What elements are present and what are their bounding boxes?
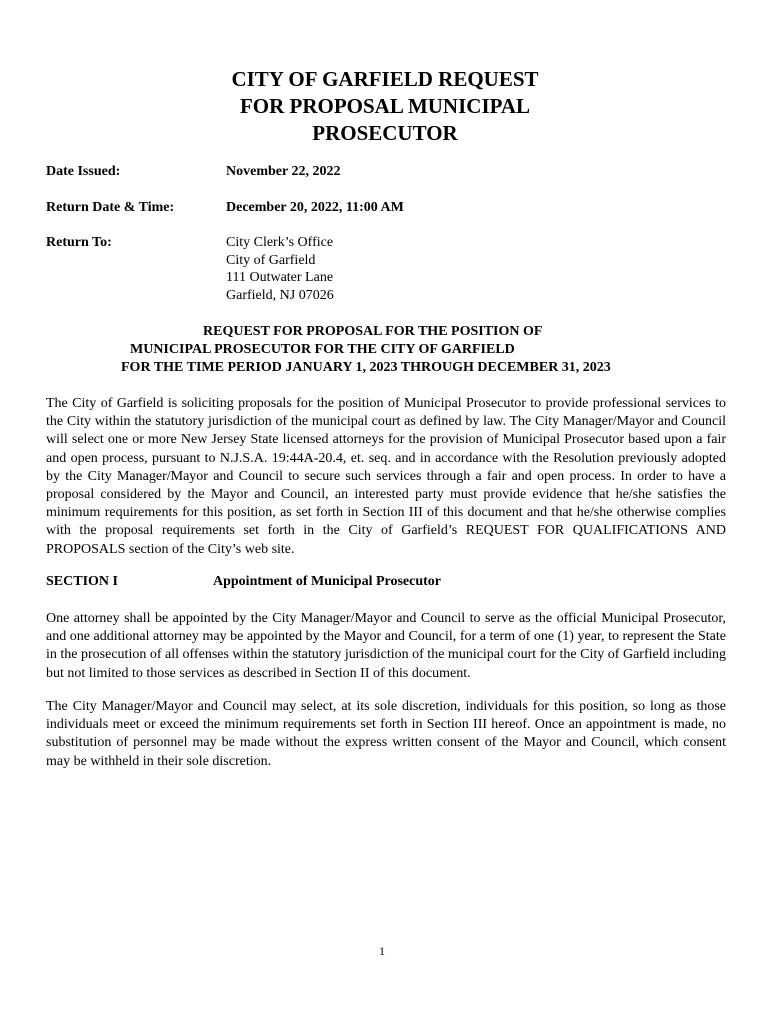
address-line: Garfield, NJ 07026 bbox=[226, 287, 334, 303]
section-title: Appointment of Municipal Prosecutor bbox=[213, 574, 442, 589]
date-issued-value: November 22, 2022 bbox=[226, 164, 341, 179]
rfp-heading-line-2: MUNICIPAL PROSECUTOR FOR THE CITY OF GARFIELD bbox=[130, 342, 515, 357]
date-issued-label: Date Issued: bbox=[46, 164, 121, 179]
section-paragraph-2: The City Manager/Mayor and Council may select, at its sole discretion, individuals for this position, so long as those individuals meet or exceed the minimum requirements set forth in Section III hereof. Once an appointment is made, no substitution of personnel may be made without the express written consent of the Mayor and Council, which consent may be withheld in their sole discretion. bbox=[46, 699, 726, 769]
intro-paragraph: The City of Garfield is soliciting proposals for the position of Municipal Prosecutor to provide professional services to the City within the statutory jurisdiction of the municipal court as defined by law. The City Manager/Mayor and Council will select one or more New Jersey State licensed attorneys for the provision of Municipal Prosecutor based upon a fair and open process, pursuant to N.J.S.A. 19:44A-20.4, et. seq. and in accordance with the Resolution previously adopted by the City Manager/Mayor and Council to secure such services through a fair and open process. In order to have a proposal considered by the Mayor and Council, an interested party must provide evidence that he/she satisfies the minimum requirements for this position, as set forth in Section III of this document and that he/she otherwise complies with the proposal requirements set forth in the City of Garfield’s REQUEST FOR QUALIFICATIONS AND PROPOSALS section of the City’s web site. bbox=[46, 396, 726, 557]
address-line: City of Garfield bbox=[226, 252, 316, 268]
rfp-heading-line-3: FOR THE TIME PERIOD JANUARY 1, 2023 THROUGH DECEMBER 31, 2023 bbox=[121, 360, 611, 375]
title-line-2: FOR PROPOSAL MUNICIPAL bbox=[239, 94, 531, 118]
return-date-value: December 20, 2022, 11:00 AM bbox=[226, 200, 404, 215]
section-number: SECTION I bbox=[46, 574, 118, 589]
section-paragraph-1: One attorney shall be appointed by the City Manager/Mayor and Council to serve as the official Municipal Prosecutor, and one additional attorney may be appointed by the Mayor and Council, for a term of one (1) year, to represent the State in the prosecution of all offenses within the statutory jurisdiction of the municipal court for the City of Garfield including but not limited to those services as described in Section II of this document. bbox=[46, 611, 726, 681]
return-to-label: Return To: bbox=[46, 235, 112, 250]
title-line-1: CITY OF GARFIELD REQUEST bbox=[231, 67, 539, 91]
address-line: City Clerk’s Office bbox=[226, 235, 334, 250]
address-line: 111 Outwater Lane bbox=[226, 270, 334, 285]
return-to-address bbox=[226, 234, 334, 304]
return-date-label: Return Date & Time: bbox=[46, 200, 175, 215]
page-number: 1 bbox=[379, 944, 385, 958]
rfp-heading-line-1: REQUEST FOR PROPOSAL FOR THE POSITION OF bbox=[203, 324, 543, 339]
title-line-3: PROSECUTOR bbox=[312, 121, 458, 145]
document-title bbox=[0, 66, 770, 147]
